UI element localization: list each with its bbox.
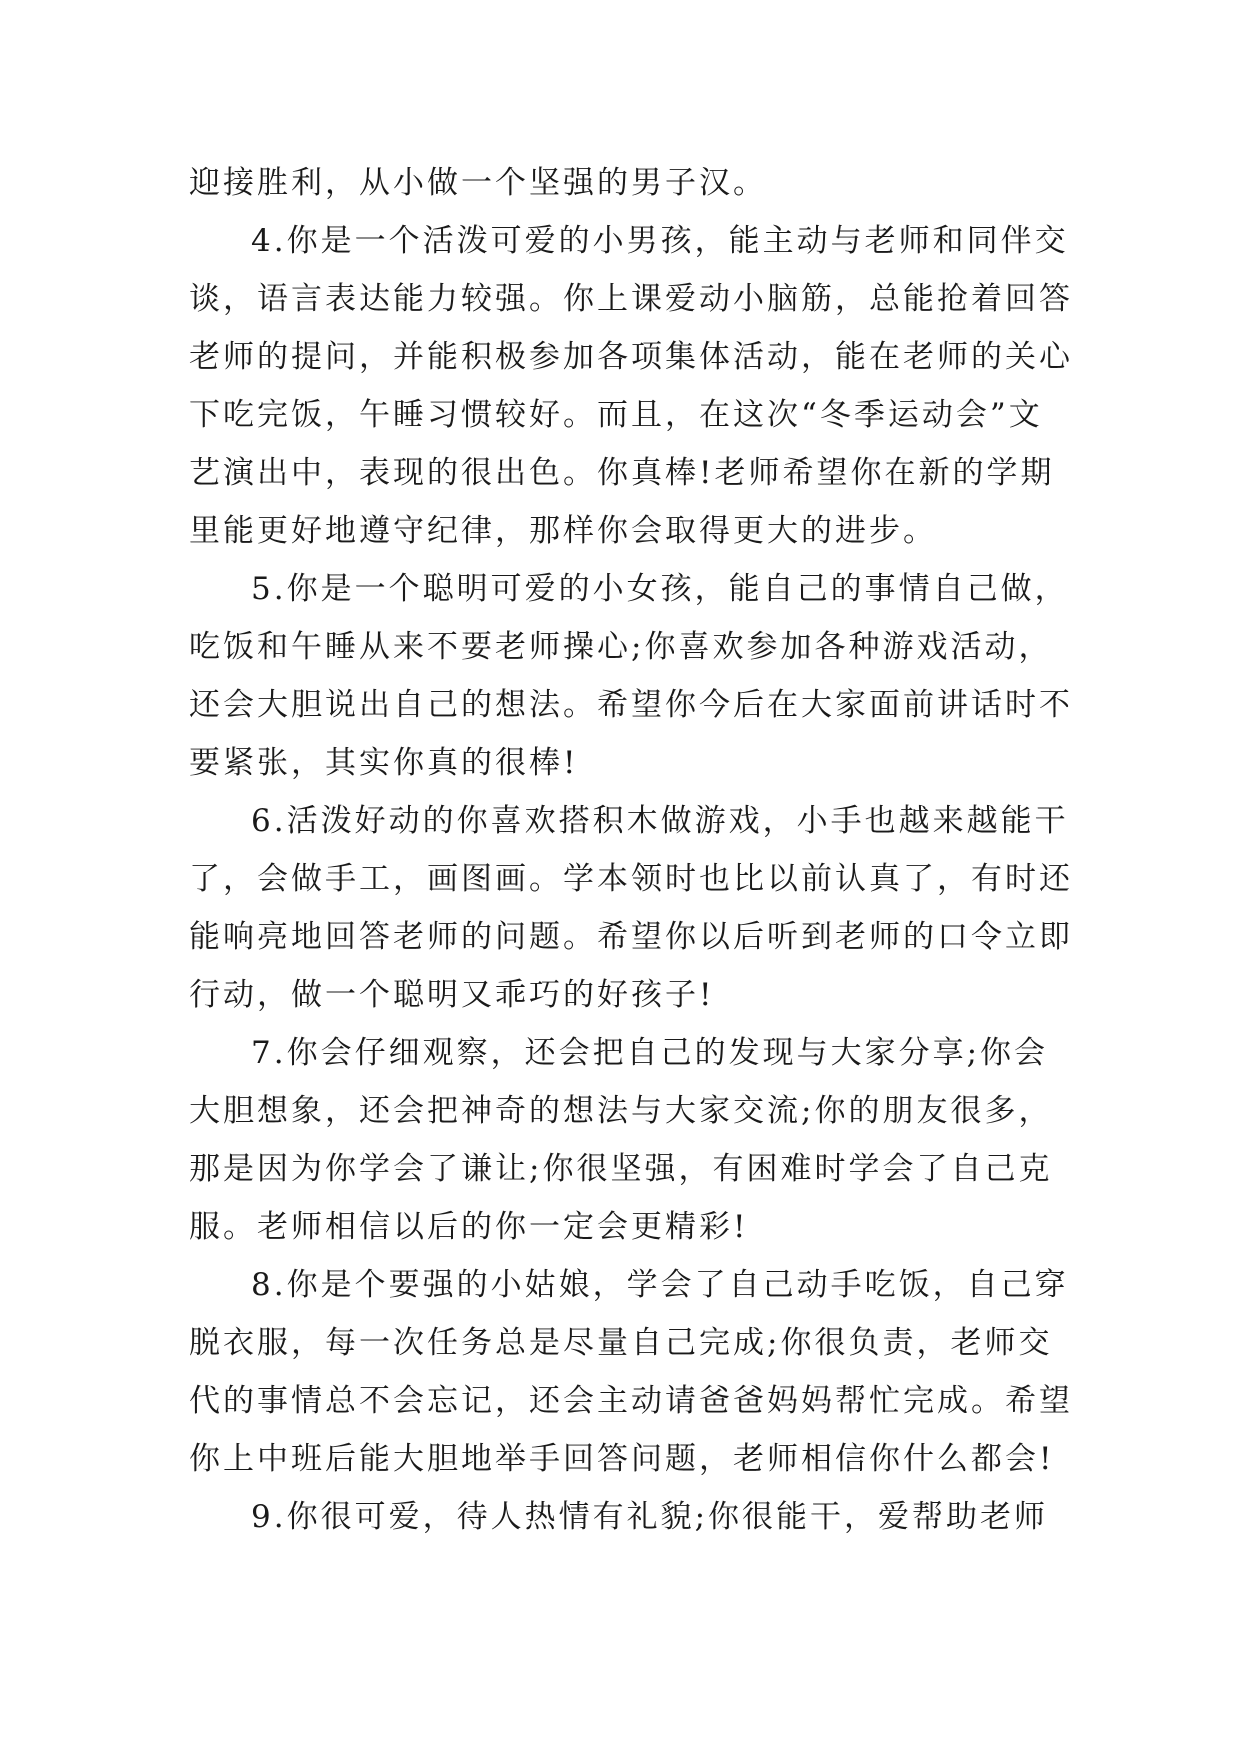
text-line: 行动，做一个聪明又乖巧的好孩子! [189,977,715,1013]
text-line: 要紧张，其实你真的很棒! [189,745,579,781]
text-line: 代的事情总不会忘记，还会主动请爸爸妈妈帮忙完成。希望 [189,1383,1073,1419]
text-line: 服。老师相信以后的你一定会更精彩! [189,1209,749,1245]
text-line: 里能更好地遵守纪律，那样你会取得更大的进步。 [189,513,937,549]
text-line: 那是因为你学会了谦让;你很坚强，有困难时学会了自己克 [189,1151,1053,1187]
document-body [189,154,1073,1546]
text-line: 吃饭和午睡从来不要老师操心;你喜欢参加各种游戏活动， [189,629,1053,665]
text-line: 迎接胜利，从小做一个坚强的男子汉。 [189,165,767,201]
text-line: 艺演出中，表现的很出色。你真棒!老师希望你在新的学期 [189,455,1055,491]
text-line: 脱衣服，每一次任务总是尽量自己完成;你很负责，老师交 [189,1325,1053,1361]
text-line: 下吃完饭，午睡习惯较好。而且，在这次“冬季运动会”文 [189,397,1043,433]
text-line: 谈，语言表达能力较强。你上课爱动小脑筋，总能抢着回答 [189,281,1073,317]
text-line: 能响亮地回答老师的问题。希望你以后听到老师的口令立即 [189,919,1073,955]
text-line: 9.你很可爱，待人热情有礼貌;你很能干，爱帮助老师 [251,1499,1049,1535]
text-line: 4.你是一个活泼可爱的小男孩，能主动与老师和同伴交 [251,223,1069,259]
text-line: 8.你是个要强的小姑娘，学会了自己动手吃饭，自己穿 [251,1267,1069,1303]
text-line: 7.你会仔细观察，还会把自己的发现与大家分享;你会 [251,1035,1049,1071]
text-line: 6.活泼好动的你喜欢搭积木做游戏，小手也越来越能干 [251,803,1069,839]
text-line: 5.你是一个聪明可爱的小女孩，能自己的事情自己做， [251,571,1069,607]
text-line: 了，会做手工，画图画。学本领时也比以前认真了，有时还 [189,861,1073,897]
text-line: 你上中班后能大胆地举手回答问题，老师相信你什么都会! [189,1441,1055,1477]
text-line: 大胆想象，还会把神奇的想法与大家交流;你的朋友很多， [189,1093,1053,1129]
text-line: 还会大胆说出自己的想法。希望你今后在大家面前讲话时不 [189,687,1073,723]
text-line: 老师的提问，并能积极参加各项集体活动，能在老师的关心 [189,339,1073,375]
